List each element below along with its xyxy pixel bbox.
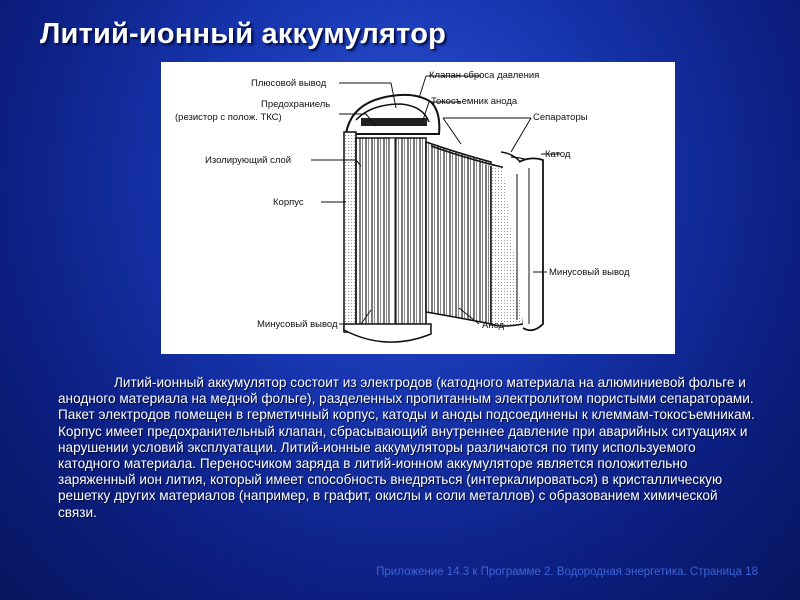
slide-title: Литий-ионный аккумулятор	[40, 18, 447, 50]
label-insulating-layer: Изолирующий слой	[205, 155, 292, 166]
description-text: Литий-ионный аккумулятор состоит из электродов (катодного материала на алюминиевой фольге и анодного материала на медной фольге), разделенных пропитанным электролитом пористыми сепараторами. Пакет электродов помещен в герметичный корпус, катоды и аноды подсоединены к клеммам-токосъемникам. Корпус имеет предохранительный клапан, сбрасывающий внутреннее давление при аварийных ситуациях и нарушении условий эксплуатации. Литий-ионные аккумуляторы различаются по типу используемого катодного материала. Переносчиком заряда в литий-ионном аккумуляторе является положительно заряженный ион лития, который имеет способность внедряться (интеркалироваться) в кристаллическую решетку других материалов (например, в графит, окислы и соли металлов) с образованием химической связи.	[58, 375, 755, 520]
label-fuse-line1: Предохраниель	[261, 99, 331, 110]
description-paragraph	[58, 375, 758, 521]
label-fuse-line2: (резистор с полож. ТКС)	[175, 112, 282, 123]
battery-diagram	[161, 62, 675, 354]
slide-footer: Приложение 14.3 к Программе 2. Водородная энергетика. Страница 18	[376, 566, 758, 578]
label-anode: Анод	[482, 320, 505, 331]
label-cathode: Катод	[545, 149, 571, 160]
label-minus-terminal-right: Минусовый вывод	[549, 267, 630, 278]
battery-cell	[344, 95, 543, 342]
label-housing: Корпус	[273, 197, 304, 208]
label-pressure-valve: Клапан сброса давления	[429, 70, 540, 81]
label-anode-collector: Токосъемник анода	[431, 96, 518, 107]
label-separators: Сепараторы	[533, 112, 588, 123]
battery-diagram-svg	[161, 62, 675, 354]
label-plus-terminal: Плюсовой вывод	[251, 78, 327, 89]
label-minus-terminal-left: Минусовый вывод	[257, 319, 338, 330]
